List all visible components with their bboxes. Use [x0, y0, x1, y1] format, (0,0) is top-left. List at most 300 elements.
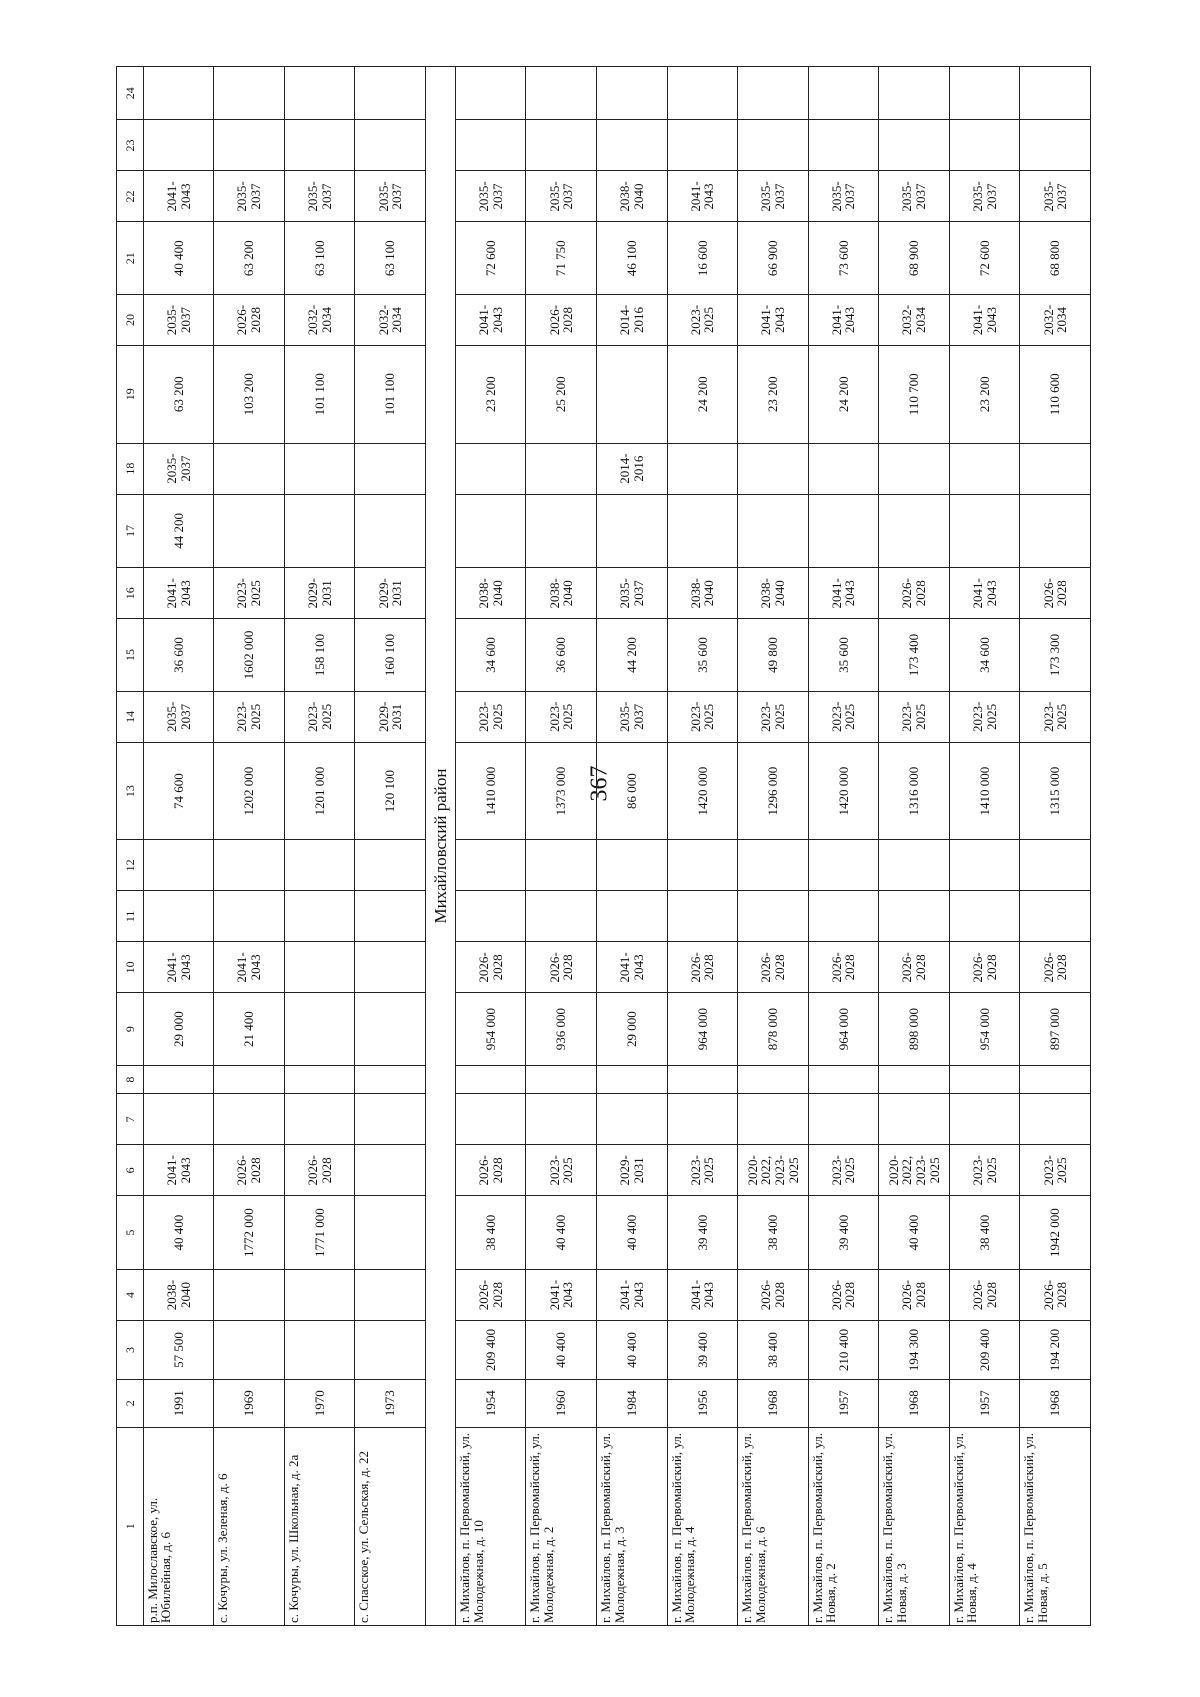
column-number: 14 — [117, 691, 144, 742]
table-cell: 2041-2043 — [143, 942, 214, 993]
table-cell: 1956 — [667, 1379, 738, 1427]
table-cell: 2023-2025 — [667, 691, 738, 742]
table-cell: 38 400 — [949, 1196, 1020, 1270]
table-row — [949, 67, 1020, 1626]
table-cell: 209 400 — [455, 1321, 526, 1380]
table-cell — [597, 67, 668, 120]
table-cell: 2026-2028 — [455, 1145, 526, 1196]
table-cell: 40 400 — [143, 222, 214, 295]
table-cell — [879, 840, 950, 891]
table-cell: 2026-2028 — [455, 942, 526, 993]
table-cell: 2023-2025 — [284, 691, 355, 742]
table-cell — [738, 494, 809, 568]
table-cell: 2014-2016 — [597, 295, 668, 346]
table-cell: 2041-2043 — [667, 1270, 738, 1321]
table-cell: 2038-2040 — [597, 171, 668, 222]
table-cell: 46 100 — [597, 222, 668, 295]
table-cell — [214, 1321, 285, 1380]
table-cell: 964 000 — [667, 993, 738, 1066]
table-cell: 2026-2028 — [1020, 1270, 1091, 1321]
table-frame — [116, 66, 1091, 1626]
table-cell — [143, 120, 214, 171]
table-cell: 1970 — [284, 1379, 355, 1427]
table-cell: 1410 000 — [455, 742, 526, 840]
table-cell: 2038-2040 — [526, 568, 597, 619]
table-cell: 2023-2025 — [214, 691, 285, 742]
column-number: 8 — [117, 1065, 144, 1093]
table-row — [455, 67, 526, 1626]
table-cell: 173 300 — [1020, 619, 1091, 692]
column-number: 24 — [117, 67, 144, 120]
table-cell: 2041-2043 — [808, 295, 879, 346]
table-cell — [949, 494, 1020, 568]
table-cell: 2023-2025 — [949, 1145, 1020, 1196]
table-cell — [667, 443, 738, 494]
table-cell: 63 100 — [284, 222, 355, 295]
table-cell — [284, 840, 355, 891]
table-cell: 101 100 — [355, 346, 426, 444]
table-cell — [738, 120, 809, 171]
table-cell — [214, 1270, 285, 1321]
rotated-table-wrapper — [116, 66, 1091, 1626]
address-cell: с. Кочуры, ул. Школьная, д. 2а — [284, 1427, 355, 1625]
table-cell: 2029-2031 — [597, 1145, 668, 1196]
table-cell — [284, 1321, 355, 1380]
table-cell — [355, 1065, 426, 1093]
address-cell: г. Михайлов, п. Первомайский, ул. Молодежная, д. 3 — [597, 1427, 668, 1625]
table-cell: 2026-2028 — [667, 942, 738, 993]
table-cell — [455, 1094, 526, 1145]
table-cell — [214, 1065, 285, 1093]
table-cell — [808, 67, 879, 120]
table-cell: 2035-2037 — [597, 568, 668, 619]
column-number: 3 — [117, 1321, 144, 1380]
table-cell — [355, 120, 426, 171]
table-cell — [667, 494, 738, 568]
table-cell: 2023-2025 — [879, 691, 950, 742]
table-cell: 2026-2028 — [949, 1270, 1020, 1321]
table-cell — [355, 993, 426, 1066]
table-cell: 86 000 — [597, 742, 668, 840]
table-cell: 1315 000 — [1020, 742, 1091, 840]
table-cell — [879, 891, 950, 942]
table-row — [143, 67, 214, 1626]
table-cell: 1954 — [455, 1379, 526, 1427]
table-cell: 68 800 — [1020, 222, 1091, 295]
table-cell: 1316 000 — [879, 742, 950, 840]
address-cell: г. Михайлов, п. Первомайский, ул. Новая, д. 2 — [808, 1427, 879, 1625]
table-cell: 2026-2028 — [214, 295, 285, 346]
table-cell: 2035-2037 — [355, 171, 426, 222]
table-cell — [667, 120, 738, 171]
table-cell: 210 400 — [808, 1321, 879, 1380]
column-number: 1 — [117, 1427, 144, 1625]
table-cell — [949, 1094, 1020, 1145]
column-number: 17 — [117, 494, 144, 568]
table-cell: 2035-2037 — [738, 171, 809, 222]
table-cell: 2041-2043 — [597, 1270, 668, 1321]
table-cell: 1410 000 — [949, 742, 1020, 840]
column-number: 22 — [117, 171, 144, 222]
table-cell: 39 400 — [667, 1196, 738, 1270]
table-cell: 36 600 — [143, 619, 214, 692]
table-cell — [355, 1270, 426, 1321]
table-cell — [526, 1094, 597, 1145]
table-cell — [284, 1094, 355, 1145]
table-cell: 39 400 — [808, 1196, 879, 1270]
table-cell: 2032-2034 — [284, 295, 355, 346]
table-cell: 1420 000 — [667, 742, 738, 840]
table-cell — [949, 120, 1020, 171]
table-cell: 2038-2040 — [143, 1270, 214, 1321]
table-cell: 2026-2028 — [526, 942, 597, 993]
table-cell — [526, 120, 597, 171]
table-cell: 40 400 — [879, 1196, 950, 1270]
table-cell: 2041-2043 — [949, 568, 1020, 619]
table-cell: 1296 000 — [738, 742, 809, 840]
table-cell: 2038-2040 — [455, 568, 526, 619]
table-cell — [667, 67, 738, 120]
address-cell: г. Михайлов, п. Первомайский, ул. Новая, д. 3 — [879, 1427, 950, 1625]
table-cell: 2035-2037 — [1020, 171, 1091, 222]
table-cell: 2026-2028 — [808, 942, 879, 993]
table-cell — [143, 67, 214, 120]
table-row — [284, 67, 355, 1626]
table-cell: 2035-2037 — [214, 171, 285, 222]
table-cell: 898 000 — [879, 993, 950, 1066]
table-cell: 38 400 — [738, 1196, 809, 1270]
table-cell: 194 200 — [1020, 1321, 1091, 1380]
table-cell — [526, 891, 597, 942]
table-cell — [808, 840, 879, 891]
table-cell: 2023-2025 — [738, 691, 809, 742]
table-cell — [526, 67, 597, 120]
table-cell: 40 400 — [597, 1196, 668, 1270]
table-cell: 35 600 — [667, 619, 738, 692]
table-cell: 40 400 — [526, 1321, 597, 1380]
table-cell: 44 200 — [143, 494, 214, 568]
column-number: 7 — [117, 1094, 144, 1145]
table-cell: 2026-2028 — [879, 1270, 950, 1321]
table-cell — [949, 1065, 1020, 1093]
table-cell: 110 700 — [879, 346, 950, 444]
table-row — [738, 67, 809, 1626]
column-number: 19 — [117, 346, 144, 444]
column-number: 18 — [117, 443, 144, 494]
table-cell — [667, 891, 738, 942]
table-cell: 63 200 — [214, 222, 285, 295]
table-cell: 194 300 — [879, 1321, 950, 1380]
table-cell: 2035-2037 — [597, 691, 668, 742]
table-cell — [284, 1065, 355, 1093]
table-cell — [455, 443, 526, 494]
table-cell: 66 900 — [738, 222, 809, 295]
table-cell: 2023-2025 — [667, 295, 738, 346]
table-cell: 49 800 — [738, 619, 809, 692]
column-number-row — [117, 67, 144, 1626]
table-cell: 2035-2037 — [143, 691, 214, 742]
table-cell: 24 200 — [667, 346, 738, 444]
table-cell — [738, 891, 809, 942]
column-number: 6 — [117, 1145, 144, 1196]
table-cell — [597, 1094, 668, 1145]
table-cell: 23 200 — [949, 346, 1020, 444]
table-cell: 2041-2043 — [738, 295, 809, 346]
table-cell — [738, 840, 809, 891]
table-cell — [738, 67, 809, 120]
table-cell: 1960 — [526, 1379, 597, 1427]
table-cell — [355, 1094, 426, 1145]
table-cell — [808, 891, 879, 942]
table-cell: 2032-2034 — [879, 295, 950, 346]
table-cell — [143, 1094, 214, 1145]
column-number: 11 — [117, 891, 144, 942]
table-cell — [284, 891, 355, 942]
table-cell: 2035-2037 — [284, 171, 355, 222]
address-cell: г. Михайлов, п. Первомайский, ул. Молодежная, д. 4 — [667, 1427, 738, 1625]
table-cell: 2029-2031 — [355, 691, 426, 742]
table-cell — [879, 1065, 950, 1093]
table-cell: 120 100 — [355, 742, 426, 840]
table-cell: 2035-2037 — [808, 171, 879, 222]
column-number: 5 — [117, 1196, 144, 1270]
table-cell — [214, 891, 285, 942]
table-cell: 2032-2034 — [1020, 295, 1091, 346]
table-cell — [355, 443, 426, 494]
table-cell: 2035-2037 — [949, 171, 1020, 222]
address-cell: с. Кочуры, ул. Зеленая, д. 6 — [214, 1427, 285, 1625]
table-cell: 964 000 — [808, 993, 879, 1066]
table-cell: 1201 000 — [284, 742, 355, 840]
region-row — [425, 67, 455, 1626]
table-cell: 209 400 — [949, 1321, 1020, 1380]
table-cell: 1984 — [597, 1379, 668, 1427]
table-cell: 2023-2025 — [1020, 1145, 1091, 1196]
table-cell: 1602 000 — [214, 619, 285, 692]
table-cell: 2026-2028 — [1020, 568, 1091, 619]
table-cell: 2026-2028 — [879, 942, 950, 993]
table-cell — [597, 1065, 668, 1093]
table-cell: 173 400 — [879, 619, 950, 692]
table-cell: 1771 000 — [284, 1196, 355, 1270]
table-cell: 35 600 — [808, 619, 879, 692]
table-cell: 2041-2043 — [143, 1145, 214, 1196]
table-cell: 2032-2034 — [355, 295, 426, 346]
table-cell: 2026-2028 — [214, 1145, 285, 1196]
table-cell: 2041-2043 — [808, 568, 879, 619]
address-cell: с. Спасское, ул. Сельская, д. 22 — [355, 1427, 426, 1625]
table-cell: 2014-2016 — [597, 443, 668, 494]
table-cell — [455, 120, 526, 171]
table-cell: 160 100 — [355, 619, 426, 692]
table-cell — [808, 443, 879, 494]
table-cell: 1957 — [949, 1379, 1020, 1427]
table-cell — [526, 494, 597, 568]
address-cell: г. Михайлов, п. Первомайский, ул. Новая, д. 5 — [1020, 1427, 1091, 1625]
table-cell: 29 000 — [143, 993, 214, 1066]
table-cell: 40 400 — [526, 1196, 597, 1270]
table-cell: 74 600 — [143, 742, 214, 840]
table-cell — [597, 891, 668, 942]
table-cell: 38 400 — [455, 1196, 526, 1270]
column-number: 23 — [117, 120, 144, 171]
table-cell: 2038-2040 — [667, 568, 738, 619]
column-number: 12 — [117, 840, 144, 891]
table-cell: 2029-2031 — [284, 568, 355, 619]
address-cell: р.п. Милославское, ул. Юбилейная, д. 6 — [143, 1427, 214, 1625]
table-cell — [455, 840, 526, 891]
table-cell: 16 600 — [667, 222, 738, 295]
table-cell: 73 600 — [808, 222, 879, 295]
table-cell: 2026-2028 — [808, 1270, 879, 1321]
table-cell: 2029-2031 — [355, 568, 426, 619]
table-cell — [949, 443, 1020, 494]
table-cell: 2041-2043 — [667, 171, 738, 222]
table-cell: 1973 — [355, 1379, 426, 1427]
table-row — [526, 67, 597, 1626]
table-cell — [526, 1065, 597, 1093]
table-cell — [455, 1065, 526, 1093]
column-number: 21 — [117, 222, 144, 295]
column-number: 9 — [117, 993, 144, 1066]
column-number: 20 — [117, 295, 144, 346]
table-cell — [1020, 891, 1091, 942]
table-cell: 158 100 — [284, 619, 355, 692]
table-cell — [355, 1321, 426, 1380]
table-cell: 71 750 — [526, 222, 597, 295]
table-cell: 2035-2037 — [526, 171, 597, 222]
table-cell: 101 100 — [284, 346, 355, 444]
table-cell: 2041-2043 — [143, 171, 214, 222]
table-cell: 2041-2043 — [214, 942, 285, 993]
table-cell — [597, 494, 668, 568]
table-cell — [455, 494, 526, 568]
table-cell: 2026-2028 — [738, 942, 809, 993]
table-cell: 2023-2025 — [949, 691, 1020, 742]
table-cell — [949, 67, 1020, 120]
table-cell — [214, 1094, 285, 1145]
table-cell: 2038-2040 — [738, 568, 809, 619]
table-cell: 897 000 — [1020, 993, 1091, 1066]
table-cell: 57 500 — [143, 1321, 214, 1380]
table-cell — [879, 443, 950, 494]
address-cell: г. Михайлов, п. Первомайский, ул. Молодежная, д. 10 — [455, 1427, 526, 1625]
table-cell — [355, 891, 426, 942]
table-cell: 2023-2025 — [1020, 691, 1091, 742]
table-cell — [808, 1094, 879, 1145]
column-number: 16 — [117, 568, 144, 619]
table-cell: 2026-2028 — [949, 942, 1020, 993]
table-cell: 2035-2037 — [143, 295, 214, 346]
table-cell — [879, 494, 950, 568]
table-cell: 34 600 — [949, 619, 1020, 692]
table-cell: 72 600 — [949, 222, 1020, 295]
table-cell: 2023-2025 — [808, 1145, 879, 1196]
column-number: 13 — [117, 742, 144, 840]
table-cell — [597, 346, 668, 444]
table-cell — [455, 891, 526, 942]
page-number: 367 — [586, 765, 613, 802]
table-cell — [355, 67, 426, 120]
table-cell — [1020, 443, 1091, 494]
table-cell: 21 400 — [214, 993, 285, 1066]
table-cell: 2026-2028 — [455, 1270, 526, 1321]
table-cell: 25 200 — [526, 346, 597, 444]
table-cell — [355, 1145, 426, 1196]
table-cell — [284, 1270, 355, 1321]
table-cell — [667, 840, 738, 891]
table-cell: 1957 — [808, 1379, 879, 1427]
table-cell: 23 200 — [738, 346, 809, 444]
table-cell — [143, 840, 214, 891]
table-cell — [355, 840, 426, 891]
table-cell — [284, 942, 355, 993]
table-cell: 2020-2022, 2023-2025 — [879, 1145, 950, 1196]
table-row — [214, 67, 285, 1626]
table-cell: 24 200 — [808, 346, 879, 444]
table-cell — [214, 120, 285, 171]
table-cell — [355, 942, 426, 993]
table-cell: 2026-2028 — [738, 1270, 809, 1321]
table-cell: 103 200 — [214, 346, 285, 444]
table-cell — [355, 494, 426, 568]
table-cell — [143, 891, 214, 942]
table-cell: 1968 — [738, 1379, 809, 1427]
table-cell: 2041-2043 — [143, 568, 214, 619]
table-cell — [284, 120, 355, 171]
table-cell — [284, 993, 355, 1066]
table-cell — [526, 840, 597, 891]
table-cell: 40 400 — [143, 1196, 214, 1270]
table-cell: 2026-2028 — [284, 1145, 355, 1196]
table-cell: 1942 000 — [1020, 1196, 1091, 1270]
table-cell — [1020, 120, 1091, 171]
table-cell — [214, 840, 285, 891]
table-row — [355, 67, 426, 1626]
table-cell — [808, 120, 879, 171]
table-cell — [284, 443, 355, 494]
table-cell: 2026-2028 — [526, 295, 597, 346]
table-cell: 936 000 — [526, 993, 597, 1066]
region-title: Михайловский район — [425, 67, 455, 1626]
table-cell: 2020-2022, 2023-2025 — [738, 1145, 809, 1196]
table-cell: 2041-2043 — [949, 295, 1020, 346]
table-cell — [667, 1065, 738, 1093]
table-cell: 110 600 — [1020, 346, 1091, 444]
table-cell: 1420 000 — [808, 742, 879, 840]
table-cell: 2026-2028 — [1020, 942, 1091, 993]
table-cell — [738, 1065, 809, 1093]
table-row — [597, 67, 668, 1626]
table-cell: 63 200 — [143, 346, 214, 444]
table-cell: 2023-2025 — [214, 568, 285, 619]
table-cell: 878 000 — [738, 993, 809, 1066]
column-number: 10 — [117, 942, 144, 993]
table-cell: 2035-2037 — [143, 443, 214, 494]
table-cell: 1968 — [1020, 1379, 1091, 1427]
table-cell: 44 200 — [597, 619, 668, 692]
table-cell: 2035-2037 — [879, 171, 950, 222]
table-cell — [738, 1094, 809, 1145]
table-cell — [1020, 840, 1091, 891]
table-cell — [355, 1196, 426, 1270]
table-cell — [949, 840, 1020, 891]
table-cell — [949, 891, 1020, 942]
table-cell — [879, 67, 950, 120]
table-cell — [879, 120, 950, 171]
table-cell — [284, 494, 355, 568]
table-cell — [1020, 494, 1091, 568]
